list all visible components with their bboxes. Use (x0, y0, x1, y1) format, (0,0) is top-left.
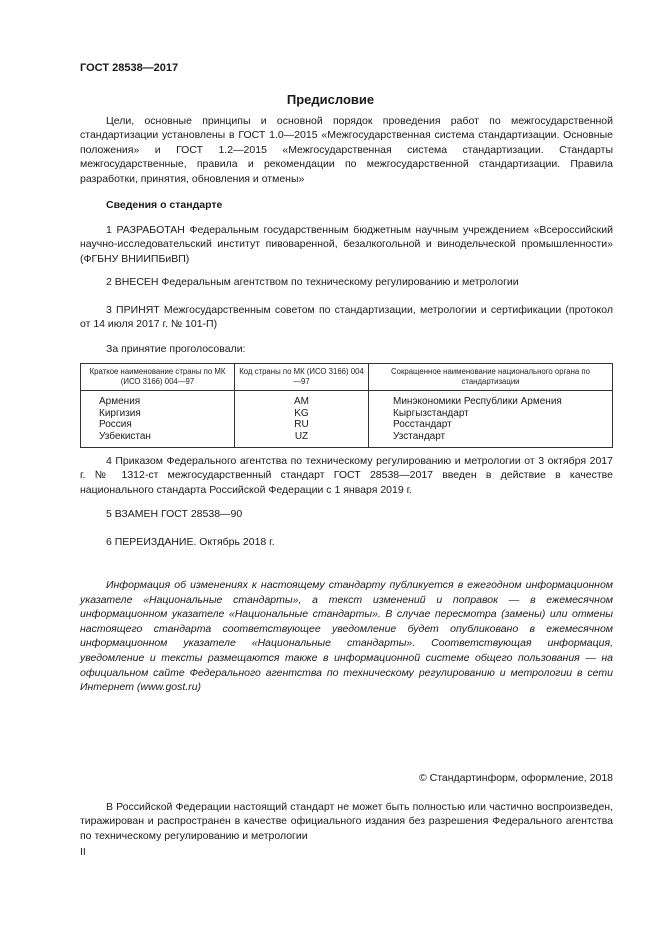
copyright-line: © Стандартинформ, оформление, 2018 (418, 772, 613, 784)
country-cell: Узбекистан (81, 431, 235, 448)
item-2-introduced: 2 ВНЕСЕН Федеральным агентством по техническому регулированию и метрологии (106, 276, 519, 288)
code-cell: UZ (235, 431, 369, 448)
item-1-developed: 1 РАЗРАБОТАН Федеральным государственным бюджетным научным учреждением «Всероссийский научно-исследовательский институт пивоваренной, безалкогольной и винодельческой промышленности» (ФГБНУ ВНИИПБиВП) (80, 224, 613, 265)
code-cell: KG (235, 408, 369, 420)
page-title: Предисловие (286, 92, 375, 107)
table-header-row (81, 364, 613, 391)
table-row (81, 431, 613, 448)
agency-cell: Минэкономики Республики Армения (369, 391, 613, 408)
table-row (81, 391, 613, 408)
code-cell: AM (235, 391, 369, 408)
reproduction-notice: В Российской Федерации настоящий стандарт не может быть полностью или частично воспроизведен, тиражирован и распространен в качестве официального издания без разрешения Федерального агентства по техническому регулированию и метрологии (80, 801, 613, 842)
item-3-adopted: 3 ПРИНЯТ Межгосударственным советом по стандартизации, метрологии и сертификации (протокол от 14 июля 2017 г. № 101-П) (80, 304, 613, 331)
country-cell: Армения (81, 391, 235, 408)
table-row (81, 419, 613, 431)
intro-paragraph: Цели, основные принципы и основной порядок проведения работ по межгосударственной стандартизации установлены в ГОСТ 1.0—2015 «Межгосударственная система стандартизации. Основные положения» и ГОСТ 1.2—2015 «Межгосударственная система стандартизации. Стандарты межгосударственные, правила и рекомендации по межгосударственной стандартизации. Правила разработки, принятия, обновления и отмены» (80, 115, 613, 185)
column-header-code: Код страны по МК (ИСО 3166) 004—97 (235, 364, 369, 391)
document-code: ГОСТ 28538—2017 (80, 62, 179, 74)
section-heading: Сведения о стандарте (106, 199, 223, 211)
agency-cell: Кыргызстандарт (369, 408, 613, 420)
page-number: II (80, 846, 86, 858)
table-row (81, 408, 613, 420)
agency-cell: Узстандарт (369, 431, 613, 448)
country-cell: Россия (81, 419, 235, 431)
voting-table (80, 363, 613, 448)
amendments-notice: Информация об изменениях к настоящему стандарту публикуется в ежегодном информационном указателе «Национальные стандарты», а текст изменений и поправок — в ежемесячном информационном указателе «Национальные стандарты». В случае пересмотра (замены) или отмены настоящего стандарта соответствующее уведомление будет опубликовано в ежемесячном информационном указателе «Национальные стандарты». Соответствующая информация, уведомление и тексты размещаются также в информационной системе общего пользования — на официальном сайте Федерального агентства по техническому регулированию и метрологии в сети Интернет (www.gost.ru) (80, 579, 613, 694)
agency-cell: Росстандарт (369, 419, 613, 431)
code-cell: RU (235, 419, 369, 431)
item-4-order: 4 Приказом Федерального агентства по техническому регулированию и метрологии от 3 октября 2017 г. № 1312-ст межгосударственный стандарт ГОСТ 28538—2017 введен в действие в качестве национального стандарта Российской Федерации с 1 января 2019 г. (80, 455, 613, 496)
voted-label: За принятие проголосовали: (106, 343, 246, 355)
country-cell: Киргизия (81, 408, 235, 420)
column-header-country: Краткое наименование страны по МК (ИСО 3166) 004—97 (81, 364, 235, 391)
item-5-replaces: 5 ВЗАМЕН ГОСТ 28538—90 (106, 508, 243, 520)
column-header-agency: Сокращенное наименование национального органа по стандартизации (369, 364, 613, 391)
item-6-reissue: 6 ПЕРЕИЗДАНИЕ. Октябрь 2018 г. (106, 536, 275, 548)
